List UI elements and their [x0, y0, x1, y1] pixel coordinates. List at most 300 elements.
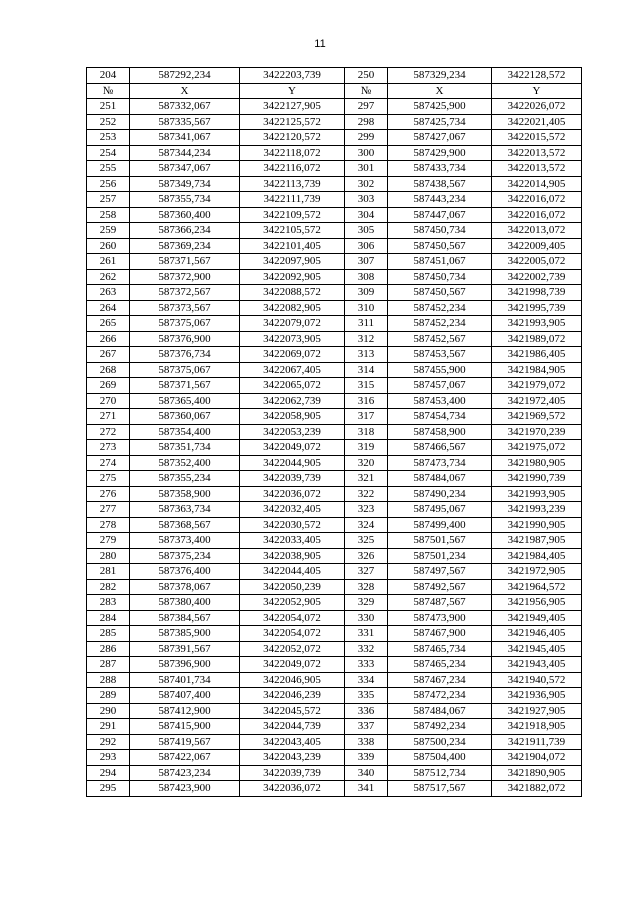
point-number-cell: 300	[345, 145, 388, 161]
y-coordinate-cell: 3422053,239	[240, 424, 345, 440]
table-row	[87, 657, 582, 673]
y-coordinate-cell: 3421882,072	[492, 781, 582, 797]
y-coordinate-cell: 3421946,405	[492, 626, 582, 642]
point-number-cell: 332	[345, 641, 388, 657]
point-number-cell: 298	[345, 114, 388, 130]
y-coordinate-cell: 3422002,739	[492, 269, 582, 285]
point-number-cell: 291	[87, 719, 130, 735]
x-coordinate-cell: 587473,900	[388, 610, 492, 626]
y-coordinate-cell: 3422113,739	[240, 176, 345, 192]
x-coordinate-cell: 587465,734	[388, 641, 492, 657]
point-number-cell: 251	[87, 99, 130, 115]
x-coordinate-cell: 587423,900	[130, 781, 240, 797]
point-number-cell: 253	[87, 130, 130, 146]
y-coordinate-cell: 3422049,072	[240, 657, 345, 673]
x-coordinate-cell: 587369,234	[130, 238, 240, 254]
point-number-cell: 268	[87, 362, 130, 378]
y-coordinate-cell: 3422050,239	[240, 579, 345, 595]
point-number-cell: 341	[345, 781, 388, 797]
point-number-cell: 315	[345, 378, 388, 394]
x-coordinate-cell: 587355,234	[130, 471, 240, 487]
y-coordinate-cell: 3422036,072	[240, 486, 345, 502]
point-number-cell: 340	[345, 765, 388, 781]
table-row	[87, 285, 582, 301]
y-coordinate-cell: 3421972,405	[492, 393, 582, 409]
point-number-cell: 254	[87, 145, 130, 161]
header-x-coordinate-cell: X	[388, 83, 492, 99]
x-coordinate-cell: 587458,900	[388, 424, 492, 440]
point-number-cell: 259	[87, 223, 130, 239]
x-coordinate-cell: 587378,067	[130, 579, 240, 595]
point-number-cell: 274	[87, 455, 130, 471]
y-coordinate-cell: 3422043,405	[240, 734, 345, 750]
table-row	[87, 176, 582, 192]
y-coordinate-cell: 3422044,405	[240, 564, 345, 580]
x-coordinate-cell: 587492,234	[388, 719, 492, 735]
table-row	[87, 502, 582, 518]
table-row	[87, 672, 582, 688]
coordinates-table	[86, 67, 582, 797]
x-coordinate-cell: 587376,734	[130, 347, 240, 363]
table-row	[87, 130, 582, 146]
x-coordinate-cell: 587451,067	[388, 254, 492, 270]
table-row	[87, 641, 582, 657]
x-coordinate-cell: 587341,067	[130, 130, 240, 146]
x-coordinate-cell: 587347,067	[130, 161, 240, 177]
y-coordinate-cell: 3421993,905	[492, 486, 582, 502]
point-number-cell: 330	[345, 610, 388, 626]
point-number-cell: 255	[87, 161, 130, 177]
x-coordinate-cell: 587332,067	[130, 99, 240, 115]
x-coordinate-cell: 587372,567	[130, 285, 240, 301]
table-row	[87, 548, 582, 564]
y-coordinate-cell: 3422046,239	[240, 688, 345, 704]
x-coordinate-cell: 587450,567	[388, 285, 492, 301]
y-coordinate-cell: 3422044,905	[240, 455, 345, 471]
x-coordinate-cell: 587366,234	[130, 223, 240, 239]
y-coordinate-cell: 3422052,905	[240, 595, 345, 611]
x-coordinate-cell: 587375,234	[130, 548, 240, 564]
point-number-cell: 314	[345, 362, 388, 378]
y-coordinate-cell: 3421986,405	[492, 347, 582, 363]
point-number-cell: 302	[345, 176, 388, 192]
point-number-cell: 324	[345, 517, 388, 533]
y-coordinate-cell: 3422065,072	[240, 378, 345, 394]
header-y-coordinate-cell: Y	[240, 83, 345, 99]
point-number-cell: 297	[345, 99, 388, 115]
x-coordinate-cell: 587433,734	[388, 161, 492, 177]
point-number-cell: 337	[345, 719, 388, 735]
y-coordinate-cell: 3422088,572	[240, 285, 345, 301]
table-row	[87, 223, 582, 239]
point-number-cell: 275	[87, 471, 130, 487]
table-row	[87, 440, 582, 456]
table-row	[87, 471, 582, 487]
y-coordinate-cell: 3422105,572	[240, 223, 345, 239]
table-row	[87, 533, 582, 549]
x-coordinate-cell: 587512,734	[388, 765, 492, 781]
coordinates-table-body	[87, 68, 582, 797]
x-coordinate-cell: 587453,567	[388, 347, 492, 363]
point-number-cell: 304	[345, 207, 388, 223]
y-coordinate-cell: 3422125,572	[240, 114, 345, 130]
y-coordinate-cell: 3422039,739	[240, 765, 345, 781]
point-number-cell: 323	[345, 502, 388, 518]
point-number-cell: 319	[345, 440, 388, 456]
x-coordinate-cell: 587349,734	[130, 176, 240, 192]
x-coordinate-cell: 587329,234	[388, 68, 492, 84]
x-coordinate-cell: 587373,567	[130, 300, 240, 316]
point-number-cell: 336	[345, 703, 388, 719]
point-number-cell: 329	[345, 595, 388, 611]
y-coordinate-cell: 3422203,739	[240, 68, 345, 84]
x-coordinate-cell: 587467,234	[388, 672, 492, 688]
y-coordinate-cell: 3421993,239	[492, 502, 582, 518]
y-coordinate-cell: 3421990,739	[492, 471, 582, 487]
table-row	[87, 378, 582, 394]
y-coordinate-cell: 3422032,405	[240, 502, 345, 518]
y-coordinate-cell: 3421936,905	[492, 688, 582, 704]
table-row	[87, 254, 582, 270]
table-row	[87, 362, 582, 378]
x-coordinate-cell: 587484,067	[388, 471, 492, 487]
x-coordinate-cell: 587365,400	[130, 393, 240, 409]
point-number-cell: 256	[87, 176, 130, 192]
x-coordinate-cell: 587352,400	[130, 455, 240, 471]
point-number-cell: 289	[87, 688, 130, 704]
y-coordinate-cell: 3422058,905	[240, 409, 345, 425]
table-row	[87, 145, 582, 161]
y-coordinate-cell: 3421945,405	[492, 641, 582, 657]
y-coordinate-cell: 3421980,905	[492, 455, 582, 471]
point-number-cell: 316	[345, 393, 388, 409]
y-coordinate-cell: 3422021,405	[492, 114, 582, 130]
y-coordinate-cell: 3421989,072	[492, 331, 582, 347]
x-coordinate-cell: 587472,234	[388, 688, 492, 704]
y-coordinate-cell: 3422014,905	[492, 176, 582, 192]
x-coordinate-cell: 587504,400	[388, 750, 492, 766]
table-row	[87, 161, 582, 177]
point-number-cell: 303	[345, 192, 388, 208]
x-coordinate-cell: 587497,567	[388, 564, 492, 580]
x-coordinate-cell: 587427,067	[388, 130, 492, 146]
table-row	[87, 486, 582, 502]
y-coordinate-cell: 3422079,072	[240, 316, 345, 332]
y-coordinate-cell: 3422082,905	[240, 300, 345, 316]
point-number-cell: 260	[87, 238, 130, 254]
point-number-cell: 257	[87, 192, 130, 208]
x-coordinate-cell: 587376,900	[130, 331, 240, 347]
x-coordinate-cell: 587412,900	[130, 703, 240, 719]
x-coordinate-cell: 587423,234	[130, 765, 240, 781]
y-coordinate-cell: 3421969,572	[492, 409, 582, 425]
x-coordinate-cell: 587452,234	[388, 300, 492, 316]
point-number-cell: 299	[345, 130, 388, 146]
x-coordinate-cell: 587419,567	[130, 734, 240, 750]
y-coordinate-cell: 3422039,739	[240, 471, 345, 487]
x-coordinate-cell: 587401,734	[130, 672, 240, 688]
x-coordinate-cell: 587467,900	[388, 626, 492, 642]
y-coordinate-cell: 3422118,072	[240, 145, 345, 161]
point-number-cell: 262	[87, 269, 130, 285]
y-coordinate-cell: 3422062,739	[240, 393, 345, 409]
y-coordinate-cell: 3422097,905	[240, 254, 345, 270]
y-coordinate-cell: 3421940,572	[492, 672, 582, 688]
x-coordinate-cell: 587487,567	[388, 595, 492, 611]
table-row	[87, 703, 582, 719]
x-coordinate-cell: 587490,234	[388, 486, 492, 502]
x-coordinate-cell: 587453,400	[388, 393, 492, 409]
table-row	[87, 316, 582, 332]
point-number-cell: 321	[345, 471, 388, 487]
point-number-cell: 282	[87, 579, 130, 595]
x-coordinate-cell: 587355,734	[130, 192, 240, 208]
point-number-cell: 263	[87, 285, 130, 301]
y-coordinate-cell: 3421904,072	[492, 750, 582, 766]
table-row	[87, 269, 582, 285]
y-coordinate-cell: 3422026,072	[492, 99, 582, 115]
y-coordinate-cell: 3421911,739	[492, 734, 582, 750]
point-number-cell: 309	[345, 285, 388, 301]
table-row	[87, 719, 582, 735]
x-coordinate-cell: 587358,900	[130, 486, 240, 502]
table-row	[87, 114, 582, 130]
y-coordinate-cell: 3422120,572	[240, 130, 345, 146]
point-number-cell: 334	[345, 672, 388, 688]
x-coordinate-cell: 587371,567	[130, 254, 240, 270]
y-coordinate-cell: 3422067,405	[240, 362, 345, 378]
point-number-cell: 311	[345, 316, 388, 332]
x-coordinate-cell: 587407,400	[130, 688, 240, 704]
point-number-cell: 307	[345, 254, 388, 270]
x-coordinate-cell: 587492,567	[388, 579, 492, 595]
y-coordinate-cell: 3421975,072	[492, 440, 582, 456]
point-number-cell: 287	[87, 657, 130, 673]
x-coordinate-cell: 587447,067	[388, 207, 492, 223]
y-coordinate-cell: 3422127,905	[240, 99, 345, 115]
y-coordinate-cell: 3422052,072	[240, 641, 345, 657]
y-coordinate-cell: 3422116,072	[240, 161, 345, 177]
table-row	[87, 734, 582, 750]
x-coordinate-cell: 587351,734	[130, 440, 240, 456]
point-number-cell: 286	[87, 641, 130, 657]
table-row	[87, 626, 582, 642]
y-coordinate-cell: 3422036,072	[240, 781, 345, 797]
x-coordinate-cell: 587363,734	[130, 502, 240, 518]
x-coordinate-cell: 587335,567	[130, 114, 240, 130]
y-coordinate-cell: 3421987,905	[492, 533, 582, 549]
point-number-cell: 271	[87, 409, 130, 425]
table-row	[87, 238, 582, 254]
x-coordinate-cell: 587292,234	[130, 68, 240, 84]
header-point-number-cell: №	[345, 83, 388, 99]
point-number-cell: 326	[345, 548, 388, 564]
table-row	[87, 455, 582, 471]
x-coordinate-cell: 587452,234	[388, 316, 492, 332]
point-number-cell: 305	[345, 223, 388, 239]
y-coordinate-cell: 3422013,572	[492, 145, 582, 161]
x-coordinate-cell: 587375,067	[130, 316, 240, 332]
x-coordinate-cell: 587500,234	[388, 734, 492, 750]
y-coordinate-cell: 3422013,572	[492, 161, 582, 177]
table-row	[87, 393, 582, 409]
point-number-cell: 290	[87, 703, 130, 719]
y-coordinate-cell: 3422016,072	[492, 192, 582, 208]
header-y-coordinate-cell: Y	[492, 83, 582, 99]
x-coordinate-cell: 587466,567	[388, 440, 492, 456]
x-coordinate-cell: 587450,734	[388, 269, 492, 285]
point-number-cell: 273	[87, 440, 130, 456]
point-number-cell: 312	[345, 331, 388, 347]
y-coordinate-cell: 3421993,905	[492, 316, 582, 332]
x-coordinate-cell: 587438,567	[388, 176, 492, 192]
y-coordinate-cell: 3422015,572	[492, 130, 582, 146]
point-number-cell: 327	[345, 564, 388, 580]
point-number-cell: 279	[87, 533, 130, 549]
y-coordinate-cell: 3421990,905	[492, 517, 582, 533]
table-row	[87, 409, 582, 425]
table-row	[87, 765, 582, 781]
x-coordinate-cell: 587501,234	[388, 548, 492, 564]
table-row	[87, 688, 582, 704]
table-row	[87, 579, 582, 595]
table-row	[87, 750, 582, 766]
point-number-cell: 266	[87, 331, 130, 347]
x-coordinate-cell: 587376,400	[130, 564, 240, 580]
point-number-cell: 276	[87, 486, 130, 502]
y-coordinate-cell: 3421995,739	[492, 300, 582, 316]
x-coordinate-cell: 587385,900	[130, 626, 240, 642]
y-coordinate-cell: 3421890,905	[492, 765, 582, 781]
x-coordinate-cell: 587415,900	[130, 719, 240, 735]
x-coordinate-cell: 587455,900	[388, 362, 492, 378]
point-number-cell: 269	[87, 378, 130, 394]
point-number-cell: 320	[345, 455, 388, 471]
table-row	[87, 564, 582, 580]
x-coordinate-cell: 587391,567	[130, 641, 240, 657]
x-coordinate-cell: 587495,067	[388, 502, 492, 518]
header-point-number-cell: №	[87, 83, 130, 99]
y-coordinate-cell: 3422043,239	[240, 750, 345, 766]
y-coordinate-cell: 3421970,239	[492, 424, 582, 440]
point-number-cell: 284	[87, 610, 130, 626]
x-coordinate-cell: 587344,234	[130, 145, 240, 161]
y-coordinate-cell: 3421972,905	[492, 564, 582, 580]
point-number-cell: 338	[345, 734, 388, 750]
y-coordinate-cell: 3421964,572	[492, 579, 582, 595]
x-coordinate-cell: 587371,567	[130, 378, 240, 394]
point-number-cell: 288	[87, 672, 130, 688]
table-row	[87, 595, 582, 611]
y-coordinate-cell: 3422038,905	[240, 548, 345, 564]
point-number-cell: 252	[87, 114, 130, 130]
header-row	[87, 83, 582, 99]
point-number-cell: 292	[87, 734, 130, 750]
x-coordinate-cell: 587517,567	[388, 781, 492, 797]
x-coordinate-cell: 587501,567	[388, 533, 492, 549]
point-number-cell: 267	[87, 347, 130, 363]
x-coordinate-cell: 587372,900	[130, 269, 240, 285]
table-row	[87, 68, 582, 84]
x-coordinate-cell: 587425,900	[388, 99, 492, 115]
x-coordinate-cell: 587443,234	[388, 192, 492, 208]
y-coordinate-cell: 3422073,905	[240, 331, 345, 347]
header-x-coordinate-cell: X	[130, 83, 240, 99]
point-number-cell: 331	[345, 626, 388, 642]
x-coordinate-cell: 587396,900	[130, 657, 240, 673]
table-row	[87, 347, 582, 363]
y-coordinate-cell: 3421927,905	[492, 703, 582, 719]
y-coordinate-cell: 3422016,072	[492, 207, 582, 223]
y-coordinate-cell: 3421956,905	[492, 595, 582, 611]
point-number-cell: 333	[345, 657, 388, 673]
x-coordinate-cell: 587450,567	[388, 238, 492, 254]
x-coordinate-cell: 587484,067	[388, 703, 492, 719]
point-number-cell: 283	[87, 595, 130, 611]
point-number-cell: 264	[87, 300, 130, 316]
x-coordinate-cell: 587499,400	[388, 517, 492, 533]
x-coordinate-cell: 587422,067	[130, 750, 240, 766]
point-number-cell: 313	[345, 347, 388, 363]
point-number-cell: 294	[87, 765, 130, 781]
y-coordinate-cell: 3422009,405	[492, 238, 582, 254]
point-number-cell: 335	[345, 688, 388, 704]
y-coordinate-cell: 3422069,072	[240, 347, 345, 363]
table-row	[87, 424, 582, 440]
point-number-cell: 281	[87, 564, 130, 580]
x-coordinate-cell: 587354,400	[130, 424, 240, 440]
point-number-cell: 258	[87, 207, 130, 223]
x-coordinate-cell: 587465,234	[388, 657, 492, 673]
y-coordinate-cell: 3422128,572	[492, 68, 582, 84]
point-number-cell: 272	[87, 424, 130, 440]
point-number-cell: 318	[345, 424, 388, 440]
point-number-cell: 270	[87, 393, 130, 409]
y-coordinate-cell: 3422046,905	[240, 672, 345, 688]
point-number-cell: 285	[87, 626, 130, 642]
point-number-cell: 310	[345, 300, 388, 316]
point-number-cell: 278	[87, 517, 130, 533]
y-coordinate-cell: 3422054,072	[240, 610, 345, 626]
table-row	[87, 331, 582, 347]
x-coordinate-cell: 587429,900	[388, 145, 492, 161]
point-number-cell: 322	[345, 486, 388, 502]
x-coordinate-cell: 587473,734	[388, 455, 492, 471]
y-coordinate-cell: 3421979,072	[492, 378, 582, 394]
page-number: 11	[314, 38, 326, 50]
x-coordinate-cell: 587375,067	[130, 362, 240, 378]
x-coordinate-cell: 587457,067	[388, 378, 492, 394]
y-coordinate-cell: 3421943,405	[492, 657, 582, 673]
y-coordinate-cell: 3422013,072	[492, 223, 582, 239]
y-coordinate-cell: 3422054,072	[240, 626, 345, 642]
y-coordinate-cell: 3421998,739	[492, 285, 582, 301]
x-coordinate-cell: 587452,567	[388, 331, 492, 347]
point-number-cell: 280	[87, 548, 130, 564]
y-coordinate-cell: 3421918,905	[492, 719, 582, 735]
point-number-cell: 306	[345, 238, 388, 254]
x-coordinate-cell: 587360,400	[130, 207, 240, 223]
table-row	[87, 610, 582, 626]
y-coordinate-cell: 3422045,572	[240, 703, 345, 719]
point-number-cell: 261	[87, 254, 130, 270]
point-number-cell: 328	[345, 579, 388, 595]
y-coordinate-cell: 3422044,739	[240, 719, 345, 735]
point-number-cell: 250	[345, 68, 388, 84]
y-coordinate-cell: 3422101,405	[240, 238, 345, 254]
point-number-cell: 308	[345, 269, 388, 285]
y-coordinate-cell: 3422049,072	[240, 440, 345, 456]
